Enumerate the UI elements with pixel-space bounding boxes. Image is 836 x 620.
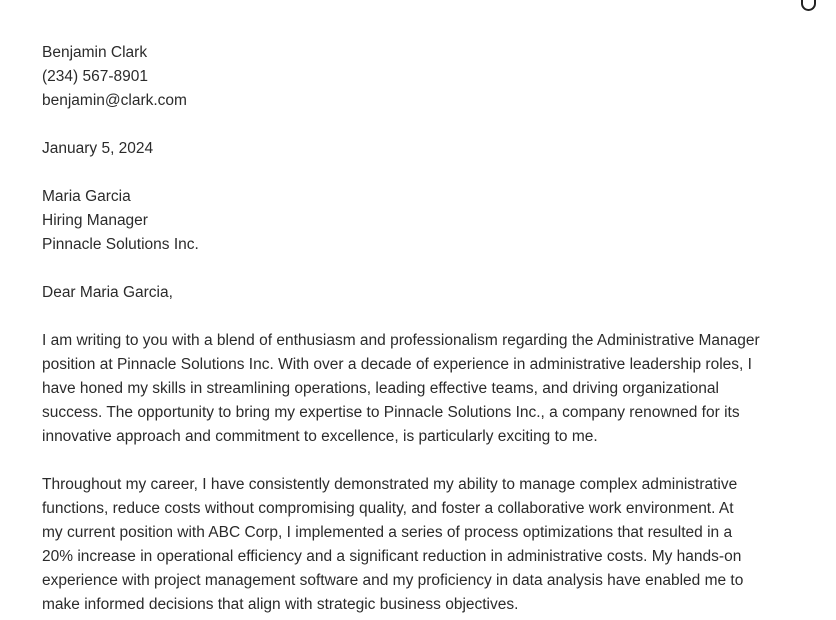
spacer [42, 161, 802, 185]
sender-name: Benjamin Clark [42, 44, 148, 61]
spacer [42, 113, 802, 137]
partial-glyph-icon [801, 0, 816, 11]
paragraph-line: my current position with ABC Corp, I implemented a series of process optimizations that resulted in a [42, 524, 733, 541]
body-paragraph-1 [42, 329, 802, 449]
spacer [42, 449, 802, 473]
recipient-company: Pinnacle Solutions Inc. [42, 236, 199, 253]
salutation: Dear Maria Garcia, [42, 284, 173, 301]
sender-email: benjamin@clark.com [42, 92, 187, 109]
sender-block [42, 41, 802, 113]
paragraph-line: Throughout my career, I have consistently demonstrated my ability to manage complex administrative [42, 476, 738, 493]
paragraph-line: 20% increase in operational efficiency and a significant reduction in administrative costs. My hands-on [42, 548, 742, 565]
sender-phone: (234) 567-8901 [42, 68, 148, 85]
paragraph-line: experience with project management software and my proficiency in data analysis have enabled me to [42, 572, 744, 589]
recipient-block [42, 185, 802, 257]
recipient-title: Hiring Manager [42, 212, 148, 229]
body-paragraph-2 [42, 473, 802, 617]
paragraph-line: innovative approach and commitment to excellence, is particularly exciting to me. [42, 428, 598, 445]
paragraph-line: position at Pinnacle Solutions Inc. With over a decade of experience in administrative leadership roles, I [42, 356, 752, 373]
paragraph-line: I am writing to you with a blend of enthusiasm and professionalism regarding the Administrative Manager [42, 332, 760, 349]
paragraph-line: functions, reduce costs without compromising quality, and foster a collaborative work environment. At [42, 500, 734, 517]
letter-date: January 5, 2024 [42, 140, 154, 157]
spacer [42, 257, 802, 281]
paragraph-line: have honed my skills in streamlining operations, leading effective teams, and driving organizational [42, 380, 719, 397]
recipient-name: Maria Garcia [42, 188, 131, 205]
paragraph-line: success. The opportunity to bring my expertise to Pinnacle Solutions Inc., a company renowned for its [42, 404, 740, 421]
paragraph-line: make informed decisions that align with strategic business objectives. [42, 596, 519, 613]
spacer [42, 305, 802, 329]
cover-letter [42, 41, 802, 617]
